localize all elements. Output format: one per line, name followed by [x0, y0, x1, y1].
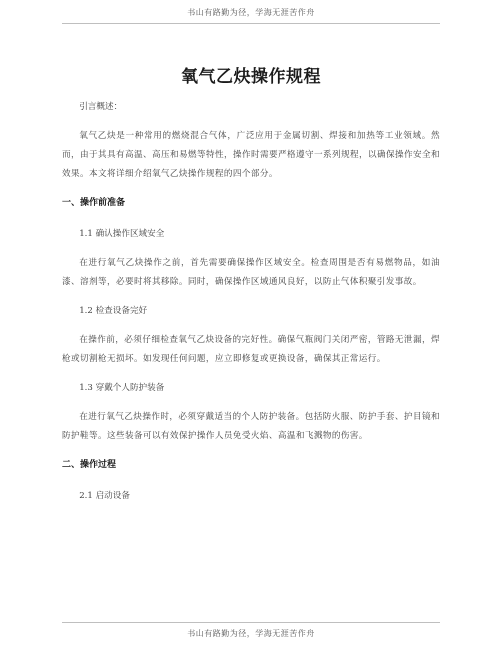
intro-paragraph: 氧气乙炔是一种常用的燃烧混合气体，广泛应用于金属切割、焊接和加热等工业领域。然而，由于其具有高温、高压和易燃等特性，操作时需要严格遵守一系列规程，以确保操作安全和效果。本文将详细介绍氧气乙炔操作规程的四个部分。	[62, 131, 440, 179]
subsection-paragraph-1-1: 在进行氧气乙炔操作之前，首先需要确保操作区域安全。检查周围是否有易燃物品，如油漆、溶剂等，必要时将其移除。同时，确保操作区域通风良好，以防止气体积聚引发事故。	[62, 258, 440, 287]
intro-label: 引言概述：	[79, 102, 123, 112]
subsection-heading-2-1: 2.1 启动设备	[79, 491, 130, 501]
footer-divider	[62, 622, 440, 623]
header-divider	[62, 23, 440, 24]
subsection-paragraph-1-3: 在进行氧气乙炔操作时，必须穿戴适当的个人防护装备。包括防火服、防护手套、护目镜和防护鞋等。这些装备可以有效保护操作人员免受火焰、高温和飞溅物的伤害。	[62, 412, 440, 441]
document-body	[62, 98, 440, 516]
subsection-paragraph-1-2: 在操作前，必须仔细检查氧气乙炔设备的完好性。确保气瓶阀门关闭严密，管路无泄漏，焊枪或切割枪无损坏。如发现任何问题，应立即修复或更换设备，确保其正常运行。	[62, 335, 440, 364]
document-title: 氧气乙炔操作规程	[181, 67, 321, 87]
header-motto: 书山有路勤为径，学海无涯苦作舟	[187, 8, 315, 17]
subsection-heading-1-2: 1.2 检查设备完好	[79, 306, 148, 316]
subsection-heading-1-3: 1.3 穿戴个人防护装备	[79, 383, 165, 393]
section-heading-procedure: 二、操作过程	[62, 460, 117, 470]
subsection-heading-1-1: 1.1 确认操作区域安全	[79, 229, 165, 239]
footer-motto: 书山有路勤为径，学海无涯苦作舟	[187, 629, 315, 638]
section-heading-preparation: 一、操作前准备	[62, 198, 126, 208]
